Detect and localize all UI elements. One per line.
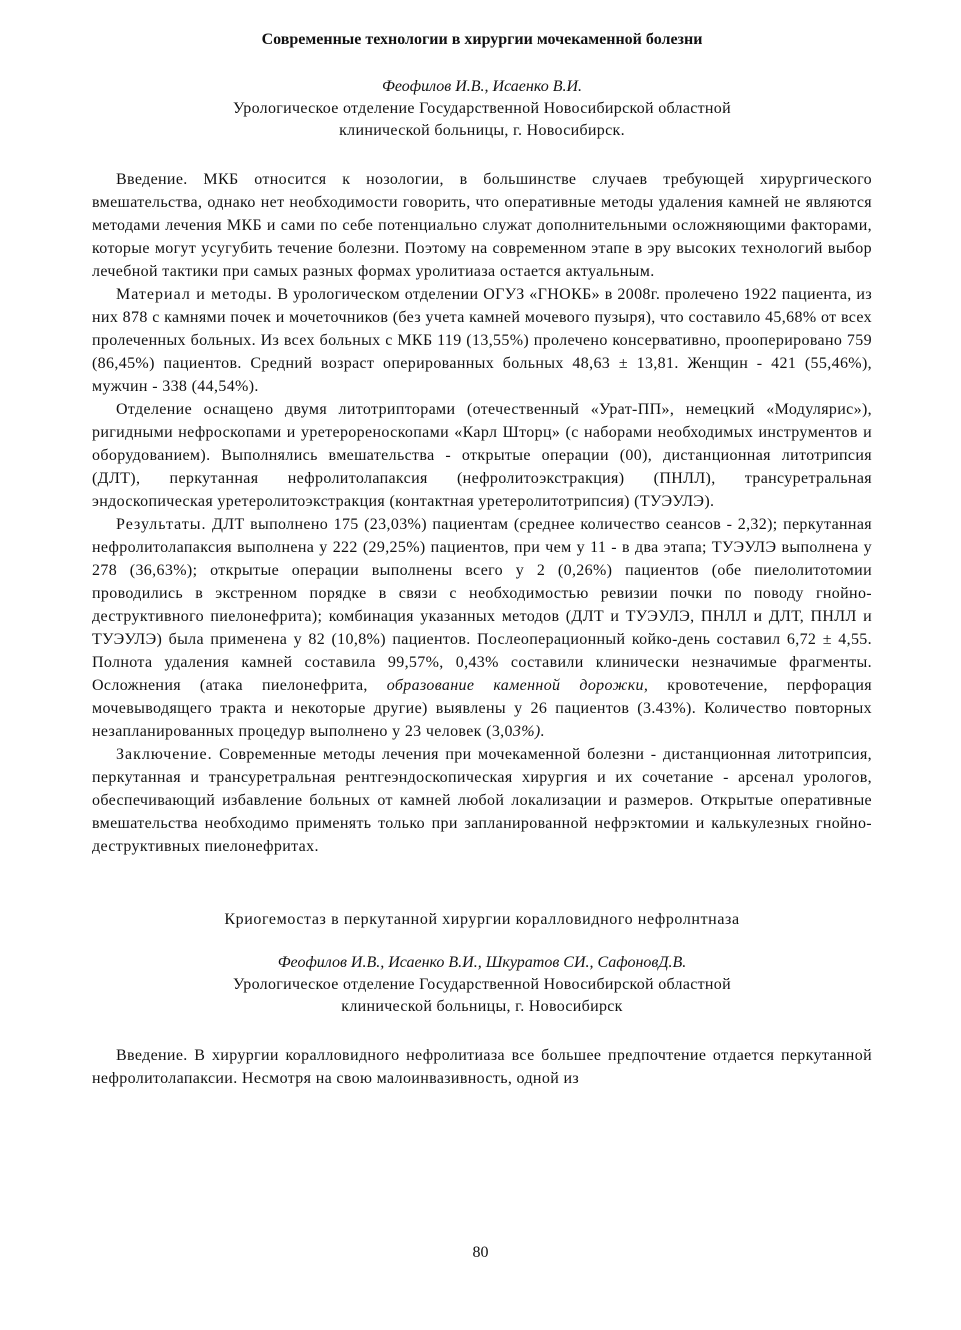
article2-intro-paragraph <box>92 1044 872 1090</box>
article1-authors: Феофилов И.В., Исаенко В.И. <box>381 78 583 95</box>
article1-intro-paragraph <box>92 168 872 283</box>
article2-affiliation-line2: клинической больницы, г. Новосибирск <box>341 998 623 1015</box>
results-text-italic: образование каменной дорожки, <box>386 677 649 694</box>
methods-lead: Материал и методы. <box>116 286 273 303</box>
article1-methods-paragraph <box>92 283 872 398</box>
intro-text: МКБ относится к нозологии, в большинстве случаев требующей хирургического вмешательства, однако нет необходимости говорить, что оперативные методы удаления камней не являются методами лечения МКБ и сами по себе потенциально служат дополнительными осложняющими факторами, которые могут усугубить течение болезни. Поэтому на современном этапе в эру высоких технологий выбор лечебной тактики при самых разных формах уролитиаза остается актуальным. <box>92 171 872 280</box>
page-number: 80 <box>472 1244 489 1261</box>
results-text-a: ДЛТ выполнено 175 (23,03%) пациентам (среднее количество сеансов - 2,32); перкутанная нефролитолапаксия выполнена у 222 (29,25%) пациентов, при чем у 11 - в два этапа; ТУЭУЛЭ выполнена у 278 (36,63%); открытые операции выполнены всего у 2 (0,26%) пациентов (обе пиелолитотомии проводились в экстренном порядке в связи с необходимостью ревизии почки по поводу гнойно-деструктивного пиелонефрита); комбинация указанных методов (ДЛТ и ТУЭУЛЭ, ПНЛЛ и ДЛТ, ПНЛЛ и ТУЭУЛЭ) была применена у 82 (10,8%) пациентов. Послеоперационный койко-день составил 6,72 ± 4,55. Полнота удаления камней составила 99,57%, 0,43% составили клинически незначимые фрагменты. Осложнения (атака пиелонефрита, <box>92 516 873 694</box>
article1-conclusion-paragraph <box>92 743 872 858</box>
article2-affiliation-line1: Урологическое отделение Государственной Новосибирской областной <box>233 976 731 993</box>
results-lead: Результаты. <box>116 516 207 533</box>
intro-text: В хирургии коралловидного нефролитиаза все большее предпочтение отдается перкутанной нефролитолапаксии. Несмотря на свою малоинвазивность, одной из <box>92 1047 872 1087</box>
section-gap <box>92 858 872 910</box>
conclusion-text: Современные методы лечения при мочекаменной болезни - дистанционная литотрипсия, перкутанная и трансуретральная рентгеэндоскопическая хирургия и их сочетание - арсенал урологов, обеспечивающий избавление больных от камней любой локализации и размеров. Открытые оперативные вмешательства необходимо применять только при запланированной нефрэктомии и калькулезных гнойно-деструктивных пиелонефритах. <box>92 746 872 855</box>
article1-title: Современные технологии в хирургии мочекаменной болезни <box>261 31 703 48</box>
conclusion-lead: Заключение. <box>116 746 213 763</box>
article2-title: Криогемостаз в перкутанной хирургии коралловидного нефролнтназа <box>224 911 740 928</box>
results-text-end: 3%). <box>512 723 545 740</box>
article1-affiliation-line2: клинической больницы, г. Новосибирск. <box>339 122 625 139</box>
article1-affiliation-line1: Урологическое отделение Государственной Новосибирской областной <box>233 100 731 117</box>
article1-equipment-paragraph: Отделение оснащено двумя литотрипторами (отечественный «Урат-ПП», немецкий «Модулярис»), ригидными нефроскопами и уретерореноскопами «Карл Шторц» (с наборами необходимых инструментов и оборудованием). Выполнялись вмешательства - открытые операции (00), дистанционная литотрипсия (ДЛТ), перкутанная нефролитолапаксия (нефролитоэкстракция) (ПНЛЛ), трансуретральная эндоскопическая уретеролитоэкстракция (контактная уретеролитотрипсия) (ТУЭУЛЭ). <box>92 401 872 510</box>
intro-lead: Введение. <box>116 171 188 188</box>
intro-lead: Введение. <box>116 1047 188 1064</box>
document-page <box>92 30 872 1090</box>
methods-text: В урологическом отделении ОГУЗ «ГНОКБ» в 2008г. пролечено 1922 пациента, из них 878 с камнями почек и мочеточников (без учета камней мочевого пузыря), что составило 45,68% от всех пролеченных больных. Из всех больных с МКБ 119 (13,55%) пролечено консервативно, прооперировано 759 (86,45%) пациентов. Средний возраст оперированных больных 48,63 ± 13,81. Женщин - 421 (55,46%), мужчин - 338 (44,54%). <box>92 286 872 395</box>
article2-authors: Феофилов И.В., Исаенко В.И., Шкуратов СИ., СафоновД.В. <box>277 954 687 971</box>
article1-results-paragraph <box>92 513 872 743</box>
results-text-b: кровотечение, перфорация мочевыводящего тракта и некоторые другие) выявлены у 26 пациентов (3.43%). Количество повторных незапланированных процедур выполнено у 23 человек (3,0 <box>92 677 872 740</box>
